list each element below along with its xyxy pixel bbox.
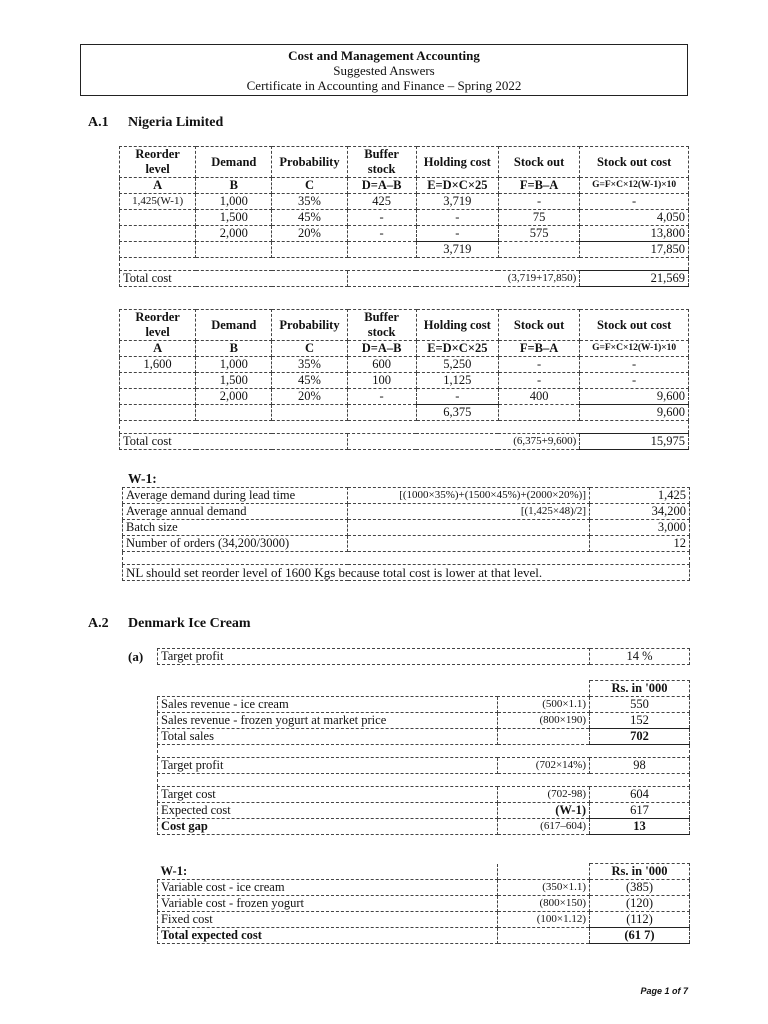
reorder-table-1 [119, 146, 689, 287]
col-code: C [272, 178, 347, 194]
cell: 575 [498, 226, 579, 242]
row-value: 152 [590, 713, 690, 729]
spacer-row [120, 258, 689, 271]
spacer-row [123, 552, 690, 565]
table-row [123, 536, 690, 552]
table-row [120, 389, 689, 405]
subtotal-row [120, 242, 689, 258]
row-value: (385) [590, 880, 690, 896]
conclusion-row [123, 565, 690, 581]
row-value: 617 [590, 803, 690, 819]
cell: 600 [347, 357, 416, 373]
w1-title: W-1: [158, 864, 498, 880]
col-code: D=A–B [347, 341, 416, 357]
cell: 1,125 [416, 373, 498, 389]
cell: 3,719 [416, 194, 498, 210]
section-number-a1: A.1 [88, 115, 109, 130]
table-row [120, 373, 689, 389]
row-label: Expected cost [158, 803, 498, 819]
cell [272, 405, 347, 421]
cell: 35% [272, 194, 347, 210]
row-label: Sales revenue - ice cream [158, 697, 498, 713]
col-code: B [196, 178, 272, 194]
cell: - [498, 357, 579, 373]
cell: 20% [272, 389, 347, 405]
row-formula: [(1000×35%)+(1500×45%)+(2000×20%)] [348, 488, 590, 504]
cell: 4,050 [580, 210, 689, 226]
row-label: Target profit [158, 758, 498, 774]
table-row [158, 758, 690, 774]
document-header [80, 44, 688, 96]
col-code: B [196, 341, 272, 357]
cell [196, 405, 272, 421]
cell: 1,000 [196, 194, 272, 210]
cell: - [347, 389, 416, 405]
col-header: Reorder level [120, 147, 196, 178]
cell: 75 [498, 210, 579, 226]
row-formula: (702×14%) [498, 758, 590, 774]
code-row [120, 178, 689, 194]
spacer-row [120, 421, 689, 434]
table-row [158, 912, 690, 928]
row-formula: (702-98) [498, 787, 590, 803]
target-cost-table [157, 680, 690, 835]
part-label-a: (a) [128, 649, 144, 664]
row-formula: (617–604) [498, 819, 590, 835]
reorder-table-2 [119, 309, 689, 450]
cell [347, 405, 416, 421]
cell [120, 242, 196, 258]
table-row [123, 488, 690, 504]
row-value: (120) [590, 896, 690, 912]
cell [347, 242, 416, 258]
row-formula: (800×190) [498, 713, 590, 729]
row-label: Fixed cost [158, 912, 498, 928]
cell [272, 242, 347, 258]
row-formula: (W-1) [498, 803, 590, 819]
cell [498, 405, 579, 421]
spacer-row [158, 745, 690, 758]
w1-table [122, 487, 690, 581]
table-row [158, 880, 690, 896]
row-label: Total sales [158, 729, 498, 745]
header-subtitle: Suggested Answers [333, 63, 435, 78]
total-formula: (3,719+17,850) [347, 271, 580, 287]
total-label: Total cost [120, 434, 348, 450]
total-row [158, 928, 690, 944]
cell: - [580, 194, 689, 210]
header-row [120, 147, 689, 178]
section-number-a2: A.2 [88, 616, 109, 631]
table-row [158, 787, 690, 803]
col-code: E=D×C×25 [416, 341, 498, 357]
row-value: (112) [590, 912, 690, 928]
row-label: Total expected cost [158, 928, 498, 944]
cell: 100 [347, 373, 416, 389]
row-value: 604 [590, 787, 690, 803]
total-row [120, 271, 689, 287]
col-code: F=B–A [498, 178, 579, 194]
cell [196, 242, 272, 258]
table-row [123, 520, 690, 536]
cell [120, 405, 196, 421]
table-row [123, 504, 690, 520]
total-value: 15,975 [580, 434, 689, 450]
col-header: Demand [196, 147, 272, 178]
cell: 17,850 [580, 242, 689, 258]
section-title-a1: Nigeria Limited [128, 115, 224, 130]
cell [498, 242, 579, 258]
table-row [158, 896, 690, 912]
header-row [120, 310, 689, 341]
col-header: Stock out [498, 310, 579, 341]
table-row [120, 357, 689, 373]
cell: 9,600 [580, 405, 689, 421]
row-value: 14 % [590, 649, 690, 665]
w1-title: W-1: [128, 471, 157, 486]
target-profit-table [157, 648, 690, 665]
table-row [120, 226, 689, 242]
cell: 1,600 [120, 357, 196, 373]
table-row [158, 697, 690, 713]
col-header: Stock out [498, 147, 579, 178]
col-header: Demand [196, 310, 272, 341]
total-value: 21,569 [580, 271, 689, 287]
row-value: 1,425 [590, 488, 690, 504]
cell: - [347, 226, 416, 242]
row-formula: (350×1.1) [498, 880, 590, 896]
col-header: Buffer stock [347, 147, 416, 178]
cell: 9,600 [580, 389, 689, 405]
row-formula [498, 928, 590, 944]
cell: - [347, 210, 416, 226]
col-header: Stock out cost [580, 147, 689, 178]
title-row [158, 864, 690, 880]
col-code: F=B–A [498, 341, 579, 357]
row-label: Sales revenue - frozen yogurt at market price [158, 713, 498, 729]
row-formula [348, 520, 590, 536]
cell: 1,000 [196, 357, 272, 373]
cell: - [498, 373, 579, 389]
row-label: Cost gap [158, 819, 498, 835]
col-header: Reorder level [120, 310, 196, 341]
row-formula: [(1,425×48)/2] [348, 504, 590, 520]
expected-cost-table [157, 863, 690, 944]
table-row [158, 819, 690, 835]
row-value: 702 [590, 729, 690, 745]
col-code: A [120, 178, 196, 194]
cell: 2,000 [196, 226, 272, 242]
cell: 13,800 [580, 226, 689, 242]
cell: 35% [272, 357, 347, 373]
code-row [120, 341, 689, 357]
col-header: Buffer stock [347, 310, 416, 341]
row-label: Number of orders (34,200/3000) [123, 536, 348, 552]
col-header: Probability [272, 310, 347, 341]
row-formula [498, 729, 590, 745]
table-row [158, 649, 690, 665]
total-formula: (6,375+9,600) [347, 434, 580, 450]
unit-row [158, 681, 690, 697]
cell: 20% [272, 226, 347, 242]
page-number: Page 1 of 7 [640, 986, 688, 996]
spacer-row [158, 774, 690, 787]
row-formula: (100×1.12) [498, 912, 590, 928]
subtotal-row [120, 405, 689, 421]
row-label: Variable cost - frozen yogurt [158, 896, 498, 912]
row-value: 13 [590, 819, 690, 835]
row-formula [348, 536, 590, 552]
col-header: Holding cost [416, 310, 498, 341]
row-label: Target cost [158, 787, 498, 803]
unit-header: Rs. in '000 [590, 681, 690, 697]
row-label: Target profit [158, 649, 590, 665]
cell [120, 226, 196, 242]
col-code: E=D×C×25 [416, 178, 498, 194]
cell: 400 [498, 389, 579, 405]
total-label: Total cost [120, 271, 348, 287]
col-code: C [272, 341, 347, 357]
row-value: 12 [590, 536, 690, 552]
cell: 1,500 [196, 373, 272, 389]
cell: - [580, 373, 689, 389]
cell: 425 [347, 194, 416, 210]
header-title: Cost and Management Accounting [288, 48, 480, 63]
col-code: G=F×C×12(W-1)×10 [580, 341, 689, 357]
row-label: Batch size [123, 520, 348, 536]
row-label: Average annual demand [123, 504, 348, 520]
cell: - [580, 357, 689, 373]
row-value: 98 [590, 758, 690, 774]
unit-header: Rs. in '000 [590, 864, 690, 880]
col-code: A [120, 341, 196, 357]
row-formula: (800×150) [498, 896, 590, 912]
col-code: G=F×C×12(W-1)×10 [580, 178, 689, 194]
col-header: Holding cost [416, 147, 498, 178]
table-row [120, 210, 689, 226]
header-exam: Certificate in Accounting and Finance – Spring 2022 [246, 78, 522, 93]
row-formula: (500×1.1) [498, 697, 590, 713]
col-header: Stock out cost [580, 310, 689, 341]
row-label: Variable cost - ice cream [158, 880, 498, 896]
total-row [120, 434, 689, 450]
col-code: D=A–B [347, 178, 416, 194]
table-row [120, 194, 689, 210]
cell: - [416, 210, 498, 226]
cell: 6,375 [416, 405, 498, 421]
cell: - [498, 194, 579, 210]
cell: - [416, 389, 498, 405]
conclusion-text: NL should set reorder level of 1600 Kgs because total cost is lower at that level. [123, 565, 690, 581]
cell: 45% [272, 210, 347, 226]
cell: 2,000 [196, 389, 272, 405]
row-value: (61 7) [590, 928, 690, 944]
row-value: 550 [590, 697, 690, 713]
table-row [158, 803, 690, 819]
row-value: 34,200 [590, 504, 690, 520]
table-row [158, 713, 690, 729]
table-row [158, 729, 690, 745]
cell: 1,500 [196, 210, 272, 226]
cell: 1,425(W-1) [120, 194, 196, 210]
cell [120, 373, 196, 389]
cell [120, 210, 196, 226]
row-value: 3,000 [590, 520, 690, 536]
section-title-a2: Denmark Ice Cream [128, 616, 251, 631]
col-header: Probability [272, 147, 347, 178]
cell [120, 389, 196, 405]
row-label: Average demand during lead time [123, 488, 348, 504]
cell: 5,250 [416, 357, 498, 373]
cell: 3,719 [416, 242, 498, 258]
cell: - [416, 226, 498, 242]
cell: 45% [272, 373, 347, 389]
